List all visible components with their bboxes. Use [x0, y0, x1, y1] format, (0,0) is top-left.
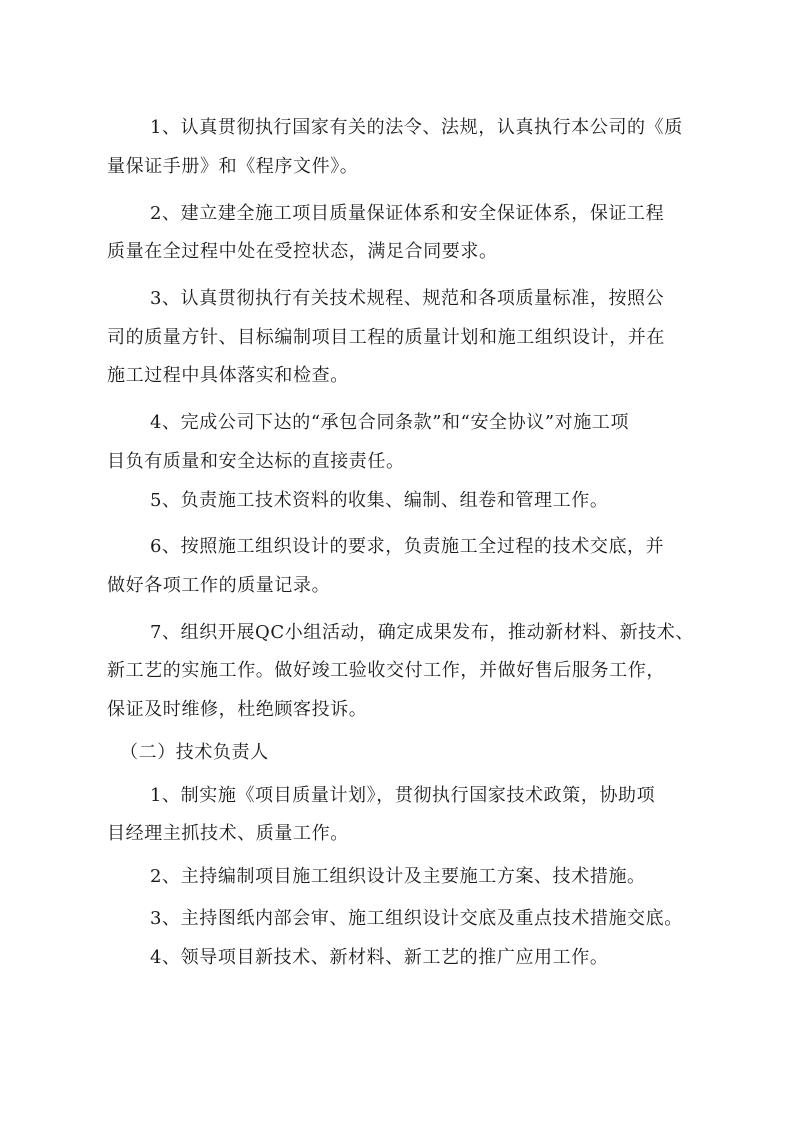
text-line: 目经理主抓技术、质量工作。 [107, 823, 349, 844]
text-line: 6、按照施工组织设计的要求，负责施工全过程的技术交底，并 [150, 536, 665, 557]
text-line: 2、主持编制项目施工组织设计及主要施工方案、技术措施。 [150, 866, 646, 887]
text-line: 保证及时维修，杜绝顾客投诉。 [107, 699, 368, 720]
text-line: 做好各项工作的质量记录。 [107, 575, 331, 596]
text-line: 4、领导项目新技术、新材料、新工艺的推广应用工作。 [150, 947, 609, 968]
text-line: 7、组织开展QC小组活动，确定成果发布，推动新材料、新技术、 [150, 622, 694, 643]
text-line: 1、制实施《项目质量计划》，贯彻执行国家技术政策，协助项 [150, 785, 656, 806]
text-line: 4、完成公司下达的“承包合同条款”和“安全协议”对施工项 [150, 412, 630, 433]
section-heading: （二）技术负责人 [120, 742, 269, 763]
text-line: 1、认真贯彻执行国家有关的法令、法规，认真执行本公司的《质 [150, 117, 683, 138]
text-line: 司的质量方针、目标编制项目工程的质量计划和施工组织设计，并在 [107, 327, 665, 348]
text-line: 新工艺的实施工作。做好竣工验收交付工作，并做好售后服务工作， [107, 660, 665, 681]
text-line: 施工过程中具体落实和检查。 [107, 365, 349, 386]
text-line: 2、建立建全施工项目质量保证体系和安全保证体系，保证工程 [150, 203, 665, 224]
text-line: 3、认真贯彻执行有关技术规程、规范和各项质量标准，按照公 [150, 288, 665, 309]
text-line: 量保证手册》和《程序文件》。 [107, 156, 359, 177]
text-line: 3、主持图纸内部会审、施工组织设计交底及重点技术措施交底。 [150, 908, 683, 929]
text-line: 目负有质量和安全达标的直接责任。 [107, 451, 405, 472]
text-line: 质量在全过程中处在受控状态，满足合同要求。 [107, 241, 498, 262]
text-line: 5、负责施工技术资料的收集、编制、组卷和管理工作。 [150, 490, 609, 511]
